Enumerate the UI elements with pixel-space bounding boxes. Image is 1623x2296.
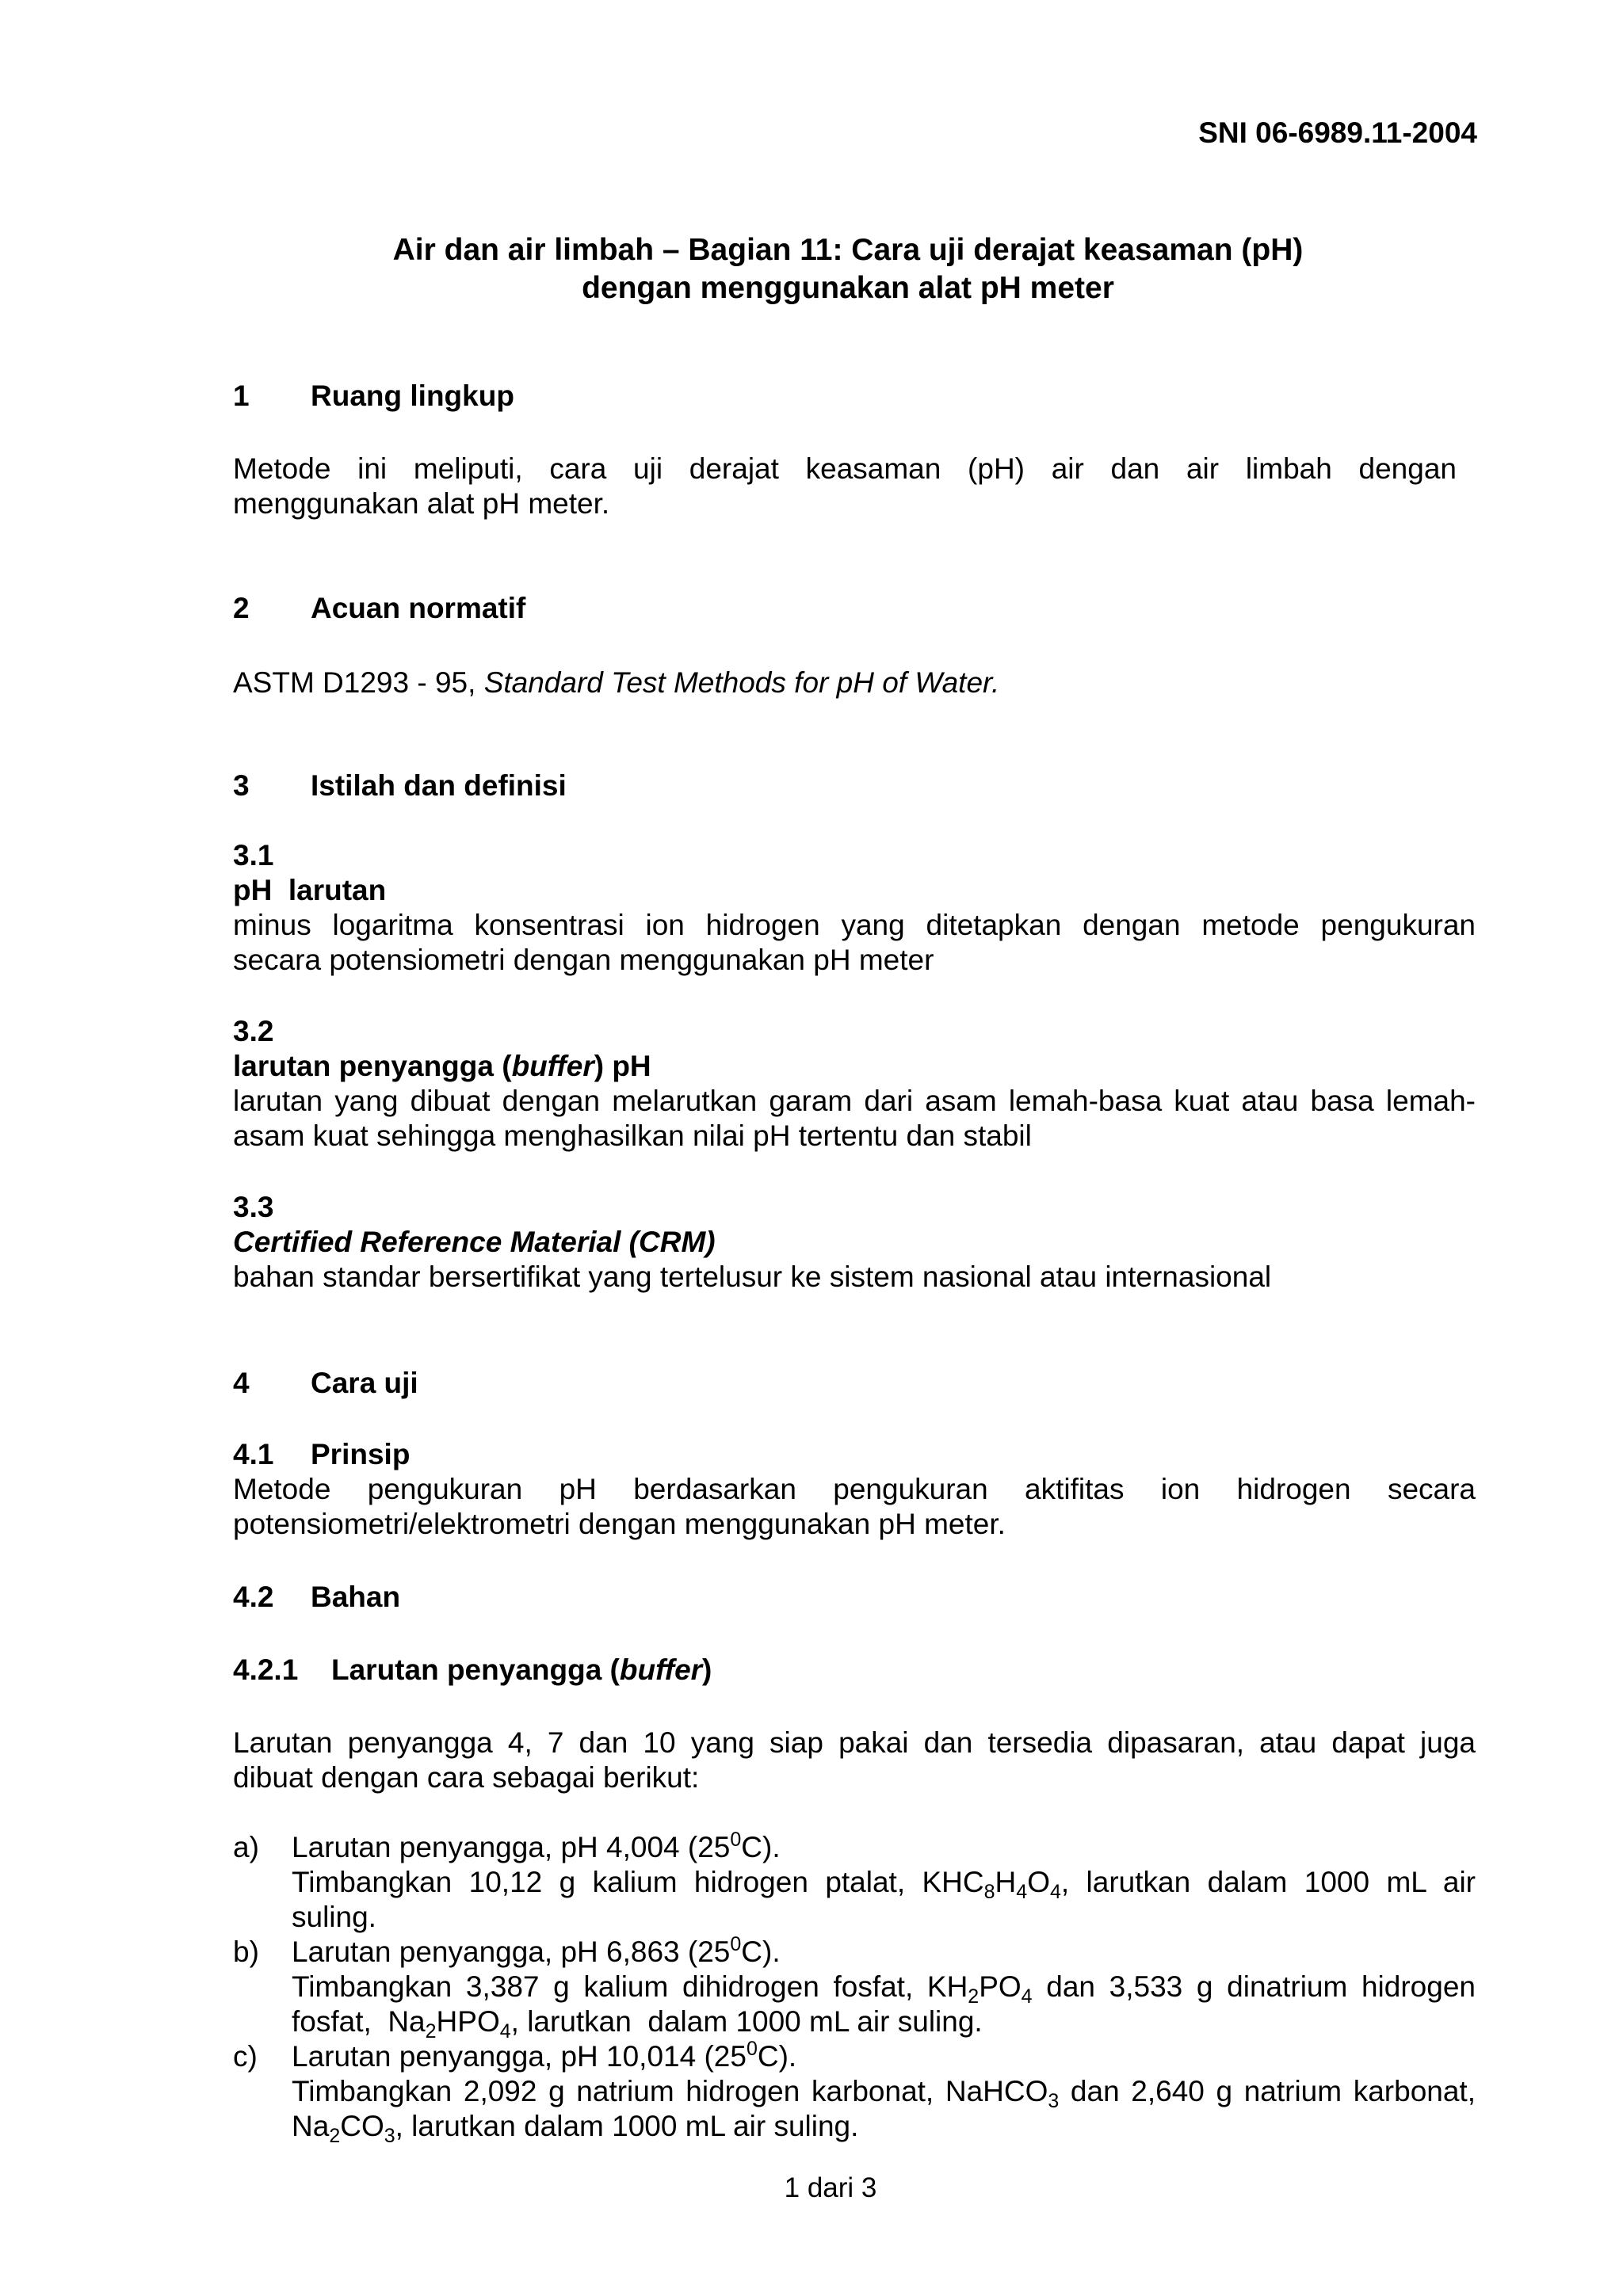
paragraph-line: Metode pengukuran pH berdasarkan pengukuran aktifitas ion hidrogen secara bbox=[233, 1473, 1476, 1505]
section-number: 4.2 bbox=[233, 1581, 274, 1613]
subsection-4-1-heading bbox=[233, 1437, 410, 1472]
text-part: Timbangkan 2,092 g natrium hidrogen karbonat, NaHCO bbox=[292, 2075, 1048, 2107]
text-part: Larutan penyangga, pH 10,014 (25 bbox=[292, 2040, 747, 2073]
definition-number: 3.3 bbox=[233, 1191, 274, 1223]
list-item-label: a) bbox=[233, 1831, 259, 1863]
text-part: PO bbox=[979, 1970, 1022, 2003]
section-1-paragraph bbox=[233, 452, 1457, 521]
subscript: 2 bbox=[425, 2020, 437, 2042]
definition-line: asam kuat sehingga menghasilkan nilai pH tertentu dan stabil bbox=[233, 1119, 1032, 1152]
definition-3-3 bbox=[233, 1190, 1476, 1295]
text-part: H bbox=[995, 1866, 1017, 1898]
reference-title: Standard Test Methods for pH of Water. bbox=[483, 666, 1000, 699]
text-part: Na bbox=[292, 2110, 330, 2142]
normative-reference bbox=[233, 666, 999, 700]
list-item-line bbox=[292, 2109, 1476, 2147]
text-part: dan 2,640 g natrium karbonat, bbox=[1059, 2075, 1476, 2107]
section-number: 2 bbox=[233, 592, 250, 624]
paragraph-line: potensiometri/elektrometri dengan menggunakan pH meter. bbox=[233, 1508, 1006, 1540]
text-part: O bbox=[1027, 1866, 1050, 1898]
section-number: 4 bbox=[233, 1367, 250, 1399]
list-item-line bbox=[292, 1865, 1476, 1903]
paragraph-line: menggunakan alat pH meter. bbox=[233, 487, 610, 520]
section-4-heading bbox=[233, 1366, 418, 1401]
section-title: Bahan bbox=[311, 1581, 401, 1613]
text-part: dan 3,533 g dinatrium hidrogen bbox=[1032, 1970, 1476, 2003]
term-part: ) pH bbox=[594, 1050, 651, 1082]
section-2-heading bbox=[233, 591, 525, 626]
subscript: 4 bbox=[1049, 1881, 1061, 1903]
list-item-line bbox=[292, 2004, 1476, 2042]
section-title: Ruang lingkup bbox=[311, 379, 514, 412]
section-1-heading bbox=[233, 379, 514, 414]
text-part: CO bbox=[340, 2110, 384, 2142]
superscript: 0 bbox=[730, 1829, 742, 1851]
section-number: 4.1 bbox=[233, 1438, 274, 1470]
text-part: , larutkan dalam 1000 mL air suling. bbox=[510, 2005, 983, 2038]
text-part: fosfat, Na bbox=[292, 2005, 426, 2038]
subscript: 3 bbox=[1048, 2090, 1060, 2112]
title-line-2: dengan menggunakan alat pH meter bbox=[582, 271, 1114, 305]
term-part: larutan penyangga ( bbox=[233, 1050, 512, 1082]
section-title: Cara uji bbox=[311, 1367, 418, 1399]
paragraph-line: dibuat dengan cara sebagai berikut: bbox=[233, 1761, 700, 1794]
subscript: 8 bbox=[983, 1881, 995, 1903]
definition-line: minus logaritma konsentrasi ion hidrogen yang ditetapkan dengan metode pengukuran bbox=[233, 909, 1476, 941]
paragraph-line: Metode ini meliputi, cara uji derajat keasaman (pH) air dan air limbah dengan bbox=[233, 452, 1457, 485]
list-item-label: c) bbox=[233, 2040, 258, 2073]
buffer-list bbox=[233, 1829, 1476, 2147]
text-part: , larutkan dalam 1000 mL air suling. bbox=[395, 2110, 859, 2142]
definition-term: pH larutan bbox=[233, 874, 387, 906]
list-item-title bbox=[292, 1830, 1476, 1865]
list-item-title bbox=[292, 1935, 1476, 1970]
definition-number: 3.1 bbox=[233, 839, 274, 871]
subscript: 3 bbox=[384, 2125, 395, 2147]
document-code: SNI 06-6989.11-2004 bbox=[1198, 116, 1477, 149]
heading-italic: buffer bbox=[619, 1653, 703, 1686]
subscript: 4 bbox=[1021, 1985, 1033, 2008]
section-title: Acuan normatif bbox=[311, 592, 526, 624]
term-italic: buffer bbox=[511, 1050, 594, 1082]
text-part: Timbangkan 3,387 g kalium dihidrogen fosfat, KH bbox=[292, 1970, 968, 2003]
section-title: Istilah dan definisi bbox=[311, 769, 567, 802]
subscript: 2 bbox=[329, 2125, 341, 2147]
document-title bbox=[0, 231, 1623, 307]
definition-3-2 bbox=[233, 1014, 1476, 1154]
list-item bbox=[233, 2038, 1476, 2147]
subscript: 4 bbox=[1016, 1881, 1028, 1903]
text-part: , larutkan dalam 1000 mL air bbox=[1060, 1866, 1476, 1898]
paragraph-line: Larutan penyangga 4, 7 dan 10 yang siap pakai dan tersedia dipasaran, atau dapat juga bbox=[233, 1726, 1476, 1759]
text-part: C). bbox=[757, 2040, 797, 2073]
list-item bbox=[233, 1830, 1476, 1935]
list-item-line: suling. bbox=[292, 1901, 376, 1933]
superscript: 0 bbox=[730, 1933, 742, 1955]
heading-part: ) bbox=[702, 1653, 712, 1686]
definition-line: bahan standar bersertifikat yang tertelusur ke sistem nasional atau internasional bbox=[233, 1261, 1272, 1293]
list-item-line bbox=[292, 2074, 1476, 2112]
list-item-body bbox=[292, 2038, 1476, 2147]
reference-code: ASTM D1293 - 95, bbox=[233, 666, 484, 699]
text-part: C). bbox=[741, 1936, 781, 1968]
definition-line: secara potensiometri dengan menggunakan pH meter bbox=[233, 944, 934, 976]
list-item-body bbox=[292, 1830, 1476, 1935]
definition-line: larutan yang dibuat dengan melarutkan garam dari asam lemah-basa kuat atau basa lemah- bbox=[233, 1085, 1476, 1117]
text-part: Timbangkan 10,12 g kalium hidrogen ptalat, KHC bbox=[292, 1866, 984, 1898]
list-item bbox=[233, 1933, 1476, 2042]
section-number: 1 bbox=[233, 379, 250, 412]
text-part: C). bbox=[741, 1831, 781, 1863]
list-item-body bbox=[292, 1933, 1476, 2042]
definition-3-1 bbox=[233, 838, 1476, 978]
definition-term: Certified Reference Material (CRM) bbox=[233, 1226, 716, 1258]
list-item-title bbox=[292, 2039, 1476, 2074]
section-number: 4.2.1 bbox=[233, 1653, 299, 1686]
section-3-heading bbox=[233, 769, 567, 803]
text-part: Larutan penyangga, pH 6,863 (25 bbox=[292, 1936, 731, 1968]
subsection-4-2-1-intro bbox=[233, 1726, 1476, 1795]
subscript: 4 bbox=[499, 2020, 511, 2042]
subscript: 2 bbox=[968, 1985, 980, 2008]
text-part: Larutan penyangga, pH 4,004 (25 bbox=[292, 1831, 731, 1863]
list-item-line bbox=[292, 1970, 1476, 2008]
section-title: Prinsip bbox=[311, 1438, 411, 1470]
subsection-4-2-heading bbox=[233, 1580, 400, 1615]
section-number: 3 bbox=[233, 769, 250, 802]
text-part: HPO bbox=[436, 2005, 500, 2038]
superscript: 0 bbox=[746, 2038, 758, 2060]
heading-part: Larutan penyangga ( bbox=[331, 1653, 620, 1686]
definition-term bbox=[233, 1049, 1476, 1084]
definition-number: 3.2 bbox=[233, 1015, 274, 1047]
title-line-1: Air dan air limbah – Bagian 11: Cara uji derajat keasaman (pH) bbox=[392, 233, 1304, 267]
subsection-4-1-paragraph bbox=[233, 1472, 1476, 1542]
subsection-4-2-1-heading bbox=[233, 1653, 712, 1688]
page-number: 1 dari 3 bbox=[784, 2172, 877, 2203]
list-item-label: b) bbox=[233, 1936, 259, 1968]
